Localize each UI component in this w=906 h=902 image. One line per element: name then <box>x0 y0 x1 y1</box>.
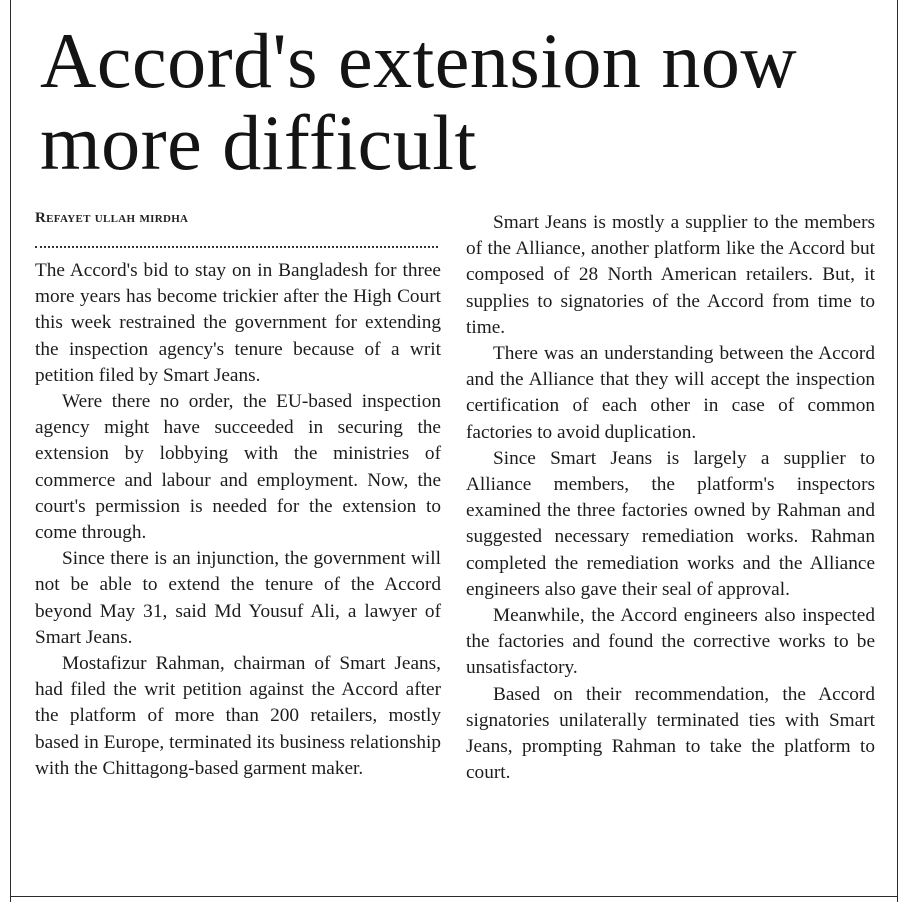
paragraph: Smart Jeans is mostly a supplier to the members of the Alliance, another platform like the Accord but composed of 28 North American retailers. But, it supplies to signatories of the Accord from time to time. <box>466 212 875 338</box>
paragraph: Mostafizur Rahman, chairman of Smart Jeans, had filed the writ petition against the Accord after the platform of more than 200 retailers, mostly based in Europe, terminated its business relationship with the Chittagong-based garment maker. <box>35 653 441 779</box>
paragraph: Were there no order, the EU-based inspection agency might have succeeded in securing the extension by lobbying with the ministries of commerce and labour and employment. Now, the court's permission is needed for the extension to come through. <box>35 391 441 544</box>
paragraph: The Accord's bid to stay on in Bangladesh for three more years has become trickier after the High Court this week restrained the government for extending the inspection agency's tenure because of a writ petition filed by Smart Jeans. <box>35 260 441 386</box>
paragraph: There was an understanding between the Accord and the Alliance that they will accept the inspection certification of each other in case of common factories to avoid duplication. <box>466 343 875 443</box>
paragraph: Based on their recommendation, the Accord signatories unilaterally terminated ties with Smart Jeans, prompting Rahman to take the platform to court. <box>466 683 875 784</box>
byline: Refayet ullah mirdha <box>35 210 189 226</box>
byline-dotted-rule <box>35 246 438 248</box>
column-rule-right <box>897 0 898 902</box>
article-column-left <box>35 258 441 782</box>
paragraph: Meanwhile, the Accord engineers also inspected the factories and found the corrective works to be unsatisfactory. <box>466 605 875 679</box>
paragraph: Since there is an injunction, the government will not be able to extend the tenure of the Accord beyond May 31, said Md Yousuf Ali, a lawyer of Smart Jeans. <box>35 548 441 648</box>
article-column-right <box>466 210 875 786</box>
headline: Accord's extension now more difficult <box>40 17 798 186</box>
bottom-rule <box>10 896 898 897</box>
paragraph: Since Smart Jeans is largely a supplier to Alliance members, the platform's inspectors examined the three factories owned by Rahman and suggested necessary remediation works. Rahman completed the remediation works and the Alliance engineers also gave their seal of approval. <box>466 447 875 600</box>
column-rule-left <box>10 0 11 902</box>
